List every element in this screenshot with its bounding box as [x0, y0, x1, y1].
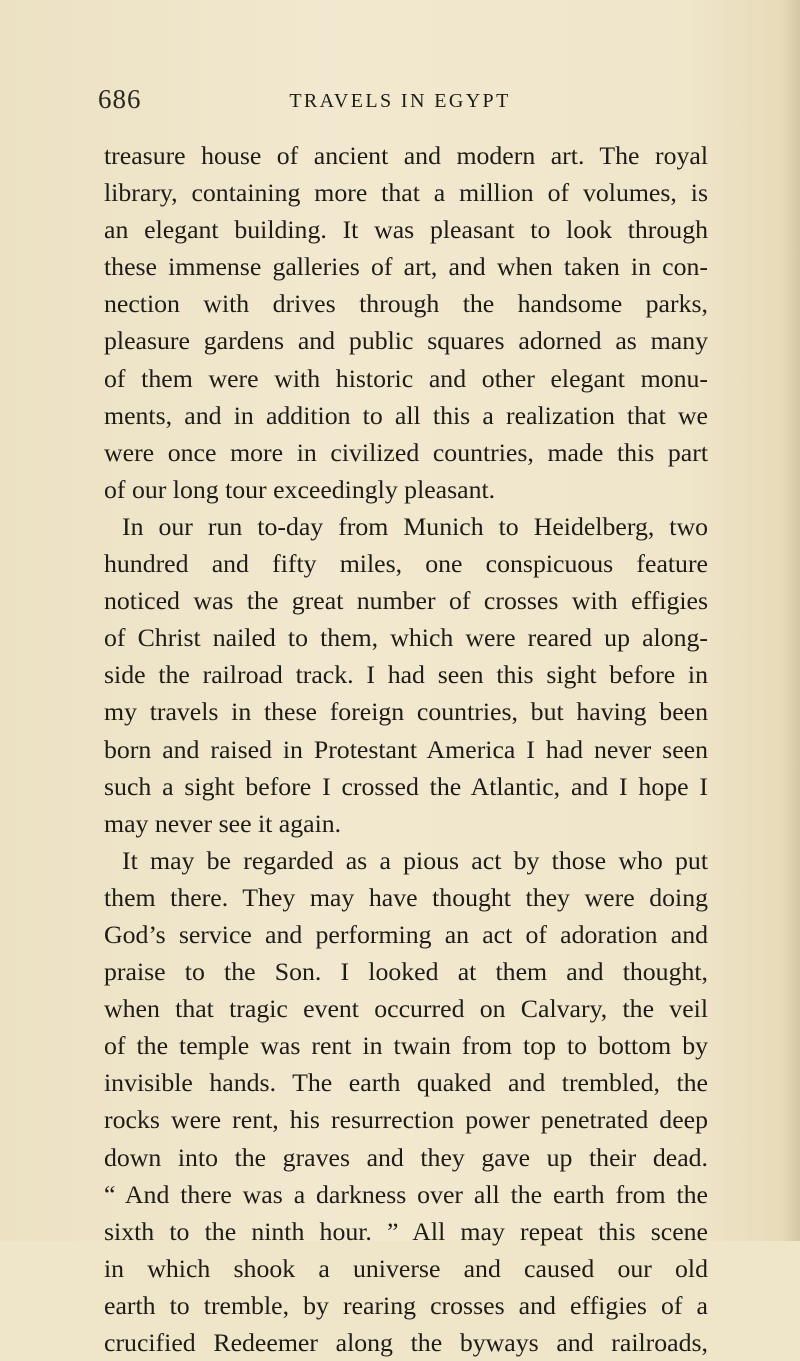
- text-line: of our long tour exceedingly pleasant.: [104, 474, 496, 504]
- text-line: treasure house of ancient and modern art. The royal: [104, 141, 708, 170]
- text-line: of Christ nailed to them, which were reared up along-: [104, 623, 708, 653]
- text-line: In our run to-day from Munich to Heidelberg, two: [122, 511, 708, 541]
- text-line: them there. They may have thought they were doing: [104, 882, 708, 912]
- text-line: praise to the Son. I looked at them and thought,: [104, 957, 708, 987]
- text-line: an elegant building. It was pleasant to look through: [104, 215, 708, 245]
- text-line: when that tragic event occurred on Calvary, the veil: [104, 994, 708, 1024]
- text-line: sixth to the ninth hour. ” All may repeat this scene: [104, 1216, 708, 1246]
- body-text: [104, 137, 708, 1361]
- running-head: TRAVELS IN EGYPT: [289, 90, 511, 112]
- text-line: of them were with historic and other elegant monu-: [104, 363, 708, 393]
- text-line: library, containing more that a million of volumes, is: [104, 178, 708, 208]
- text-line: noticed was the great number of crosses with effigies: [104, 586, 708, 616]
- text-line: rocks were rent, his resurrection power penetrated deep: [104, 1105, 708, 1135]
- text-line: my travels in these foreign countries, but having been: [104, 697, 708, 727]
- page-number: 686: [98, 84, 142, 114]
- text-line: born and raised in Protestant America I had never seen: [104, 734, 708, 764]
- text-line: nection with drives through the handsome parks,: [104, 289, 708, 319]
- text-line: crucified Redeemer along the byways and railroads,: [104, 1328, 708, 1357]
- text-line: “ And there was a darkness over all the earth from the: [104, 1179, 708, 1209]
- text-line: side the railroad track. I had seen this sight before in: [104, 660, 708, 690]
- text-line: of the temple was rent in twain from top to bottom by: [104, 1031, 708, 1061]
- text-line: these immense galleries of art, and when taken in con-: [104, 252, 708, 282]
- text-line: ments, and in addition to all this a realization that we: [104, 400, 708, 430]
- text-line: may never see it again.: [104, 808, 342, 838]
- text-line: invisible hands. The earth quaked and trembled, the: [104, 1068, 708, 1098]
- text-line: in which shook a universe and caused our old: [104, 1253, 708, 1283]
- page-header: [0, 84, 800, 124]
- text-line: earth to tremble, by rearing crosses and effigies of a: [104, 1290, 708, 1320]
- page-edge-shadow: [782, 0, 800, 1241]
- text-line: God’s service and performing an act of adoration and: [104, 919, 708, 949]
- text-line: were once more in civilized countries, made this part: [104, 437, 708, 467]
- text-line: It may be regarded as a pious act by those who put: [122, 845, 708, 875]
- text-line: such a sight before I crossed the Atlantic, and I hope I: [104, 771, 708, 801]
- text-line: hundred and fifty miles, one conspicuous feature: [104, 549, 708, 579]
- text-line: pleasure gardens and public squares adorned as many: [104, 326, 708, 356]
- text-line: down into the graves and they gave up their dead.: [104, 1142, 708, 1172]
